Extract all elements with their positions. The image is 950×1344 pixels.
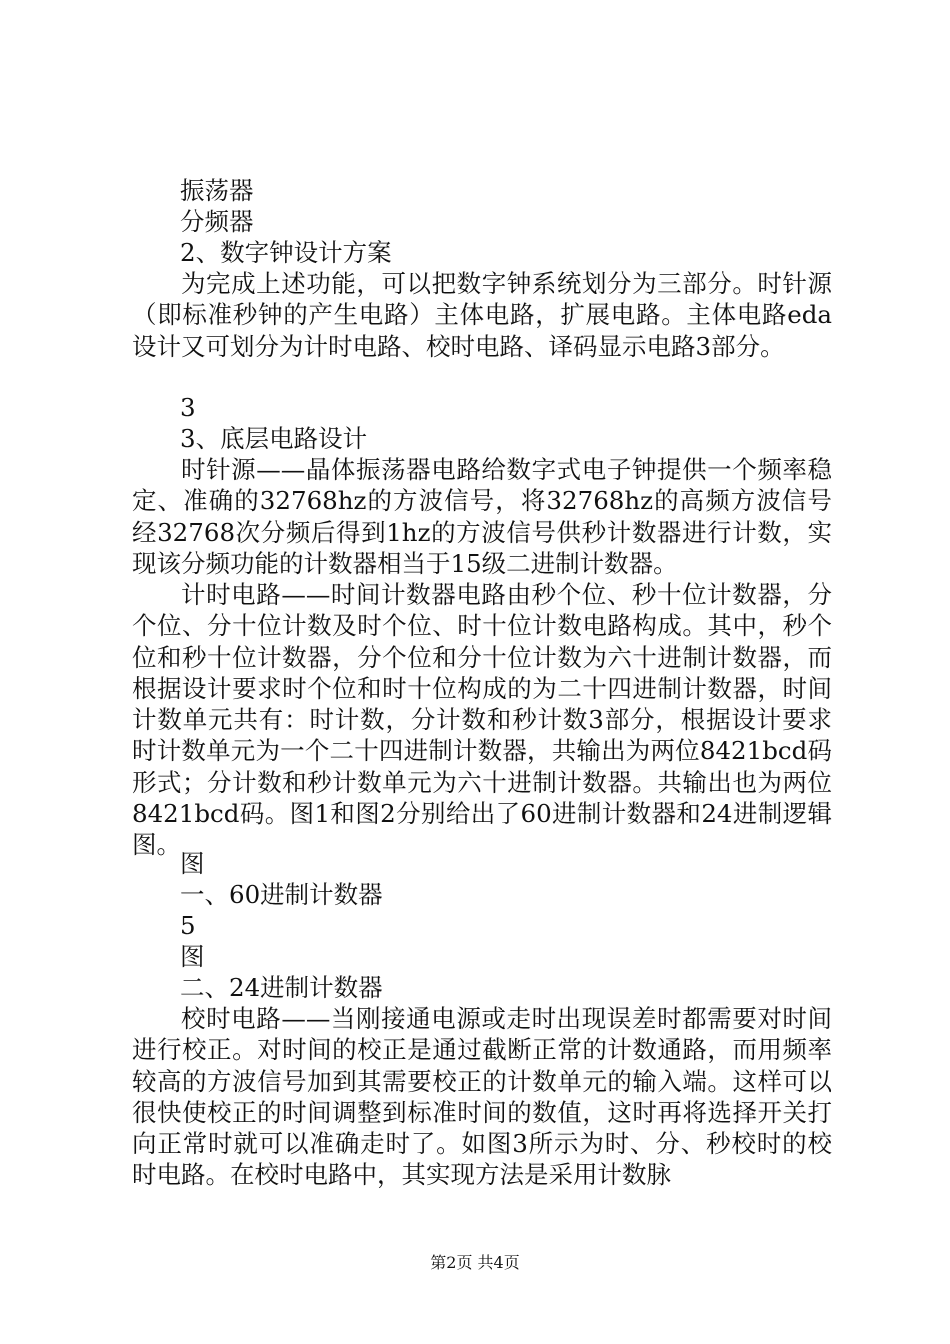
paragraph-clock-source: 时针源——晶体振荡器电路给数字式电子钟提供一个频率稳定、准确的32768hz的方波信号，将32768hz的高频方波信号经32768次分频后得到1hz的方波信号供秒计数器进行计数，实现该分频功能的计数器相当于15级二进制计数器。 <box>132 455 832 578</box>
figure-caption-60-counter: 一、60进制计数器 <box>180 880 383 909</box>
paragraph-system-division: 为完成上述功能，可以把数字钟系统划分为三部分。时针源（即标准秒钟的产生电路）主体电路，扩展电路。主体电路eda设计又可划分为计时电路、校时电路、译码显示电路3部分。 <box>132 269 832 361</box>
figure-label-1a: 图 <box>180 849 205 878</box>
figure-caption-24-counter: 二、24进制计数器 <box>180 973 383 1002</box>
line-divider: 分频器 <box>180 207 254 236</box>
section-heading-2: 2、数字钟设计方案 <box>180 238 392 267</box>
section-heading-3: 3、底层电路设计 <box>180 424 368 453</box>
page-fragment-number-3: 3 <box>180 393 196 422</box>
page-footer: 第2页 共4页 <box>430 1253 520 1272</box>
paragraph-calibration-circuit: 校时电路——当刚接通电源或走时出现误差时都需要对时间进行校正。对时间的校正是通过截断正常的计数通路，而用频率较高的方波信号加到其需要校正的计数单元的输入端。这样可以很快使校正的时间调整到标准时间的数值，这时再将选择开关打向正常时就可以准确走时了。如图3所示为时、分、秒校时的校时电路。在校时电路中，其实现方法是采用计数脉 <box>132 1004 832 1190</box>
paragraph-timing-circuit: 计时电路——时间计数器电路由秒个位、秒十位计数器，分个位、分十位计数及时个位、时十位计数电路构成。其中，秒个位和秒十位计数器，分个位和分十位计数为六十进制计数器，而根据设计要求时个位和时十位构成的为二十四进制计数器，时间计数单元共有：时计数，分计数和秒计数3部分，根据设计要求时计数单元为一个二十四进制计数器，共输出为两位8421bcd码形式；分计数和秒计数单元为六十进制计数器。共输出也为两位8421bcd码。图1和图2分别给出了60进制计数器和24进制逻辑图。 <box>132 580 832 860</box>
figure-label-2a: 图 <box>180 942 205 971</box>
line-oscillator: 振荡器 <box>180 176 254 205</box>
figure-number-5: 5 <box>180 911 196 940</box>
